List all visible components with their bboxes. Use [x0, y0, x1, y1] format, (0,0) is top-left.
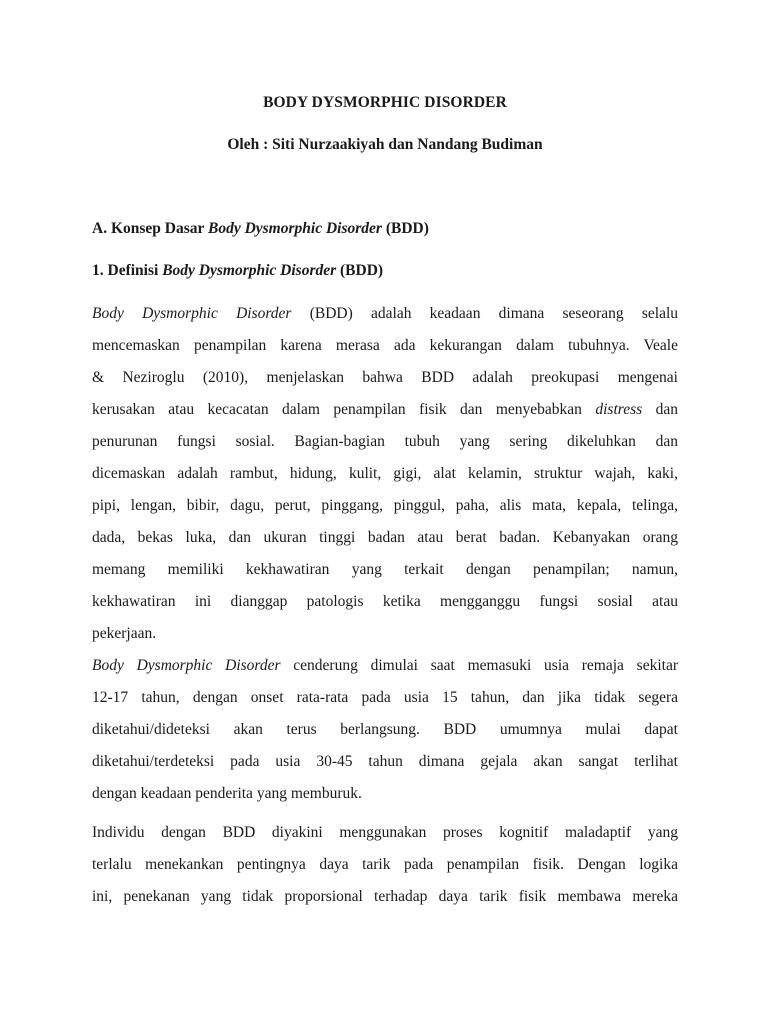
section-heading-1-italic: Body Dysmorphic Disorder	[162, 262, 337, 279]
distress-italic: distress	[595, 401, 643, 418]
paragraph-line	[92, 298, 678, 330]
paragraph-line: dengan keadaan penderita yang memburuk.	[92, 785, 362, 802]
document-title: BODY DYSMORPHIC DISORDER	[263, 94, 507, 111]
line-text: adalah keadaan dimana seseorang selalu	[371, 305, 678, 322]
paragraph-line: terlalu menekankan pentingnya daya tarik pada penampilan fisik. Dengan logika	[92, 856, 678, 873]
line-text: kerusakan atau kecacatan dalam penampilan fisik dan menyebabkan	[92, 401, 582, 418]
paragraph-line: kekhawatiran ini dianggap patologis ketika mengganggu fungsi sosial atau	[92, 593, 678, 610]
paragraph-line: mencemaskan penampilan karena merasa ada kekurangan dalam tubuhnya. Veale	[92, 337, 678, 354]
section-heading-1-suffix: (BDD)	[336, 262, 384, 279]
paragraph-line: diketahui/terdeteksi pada usia 30-45 tahun dimana gejala akan sangat terlihat	[92, 753, 678, 770]
section-heading-a-suffix: (BDD)	[381, 220, 429, 237]
line-text: dan	[655, 401, 678, 418]
document-authors: Oleh : Siti Nurzaakiyah dan Nandang Budiman	[227, 136, 543, 153]
paragraph-line: dicemaskan adalah rambut, hidung, kulit, gigi, alat kelamin, struktur wajah, kaki,	[92, 465, 678, 482]
section-heading-1-prefix: 1. Definisi	[92, 262, 163, 279]
section-heading-1	[92, 262, 383, 280]
lead-term-italic: Body Dysmorphic Disorder	[92, 657, 281, 674]
paragraph-line: & Neziroglu (2010), menjelaskan bahwa BDD adalah preokupasi mengenai	[92, 369, 678, 386]
paragraph-line: diketahui/dideteksi akan terus berlangsung. BDD umumnya mulai dapat	[92, 721, 678, 738]
paragraph-onset	[92, 650, 678, 810]
paragraph-line: ini, penekanan yang tidak proporsional terhadap daya tarik fisik membawa mereka	[92, 888, 678, 905]
section-heading-a-italic: Body Dysmorphic Disorder	[207, 220, 382, 237]
paragraph-definition	[92, 298, 678, 650]
section-heading-a	[92, 220, 429, 238]
paragraph-line: pipi, lengan, bibir, dagu, perut, pinggang, pinggul, paha, alis mata, kepala, telinga,	[92, 497, 678, 514]
line-text: cenderung dimulai saat memasuki usia remaja sekitar	[293, 657, 678, 674]
paragraph-line: dada, bekas luka, dan ukuran tinggi badan atau berat badan. Kebanyakan orang	[92, 529, 678, 546]
lead-term-italic: Body Dysmorphic Disorder	[92, 305, 292, 322]
paragraph-line	[92, 394, 678, 426]
section-heading-a-prefix: A. Konsep Dasar	[92, 220, 208, 237]
lead-term-abbrev: (BDD)	[309, 305, 353, 322]
paragraph-line: penurunan fungsi sosial. Bagian-bagian tubuh yang sering dikeluhkan dan	[92, 433, 678, 450]
paragraph-line	[92, 650, 678, 682]
paragraph-line: pekerjaan.	[92, 625, 157, 642]
paragraph-line: memang memiliki kekhawatiran yang terkait dengan penampilan; namun,	[92, 561, 678, 578]
paragraph-line: 12-17 tahun, dengan onset rata-rata pada usia 15 tahun, dan jika tidak segera	[92, 689, 678, 706]
paragraph-cognitive	[92, 817, 678, 913]
paragraph-line: Individu dengan BDD diyakini menggunakan proses kognitif maladaptif yang	[92, 824, 678, 841]
